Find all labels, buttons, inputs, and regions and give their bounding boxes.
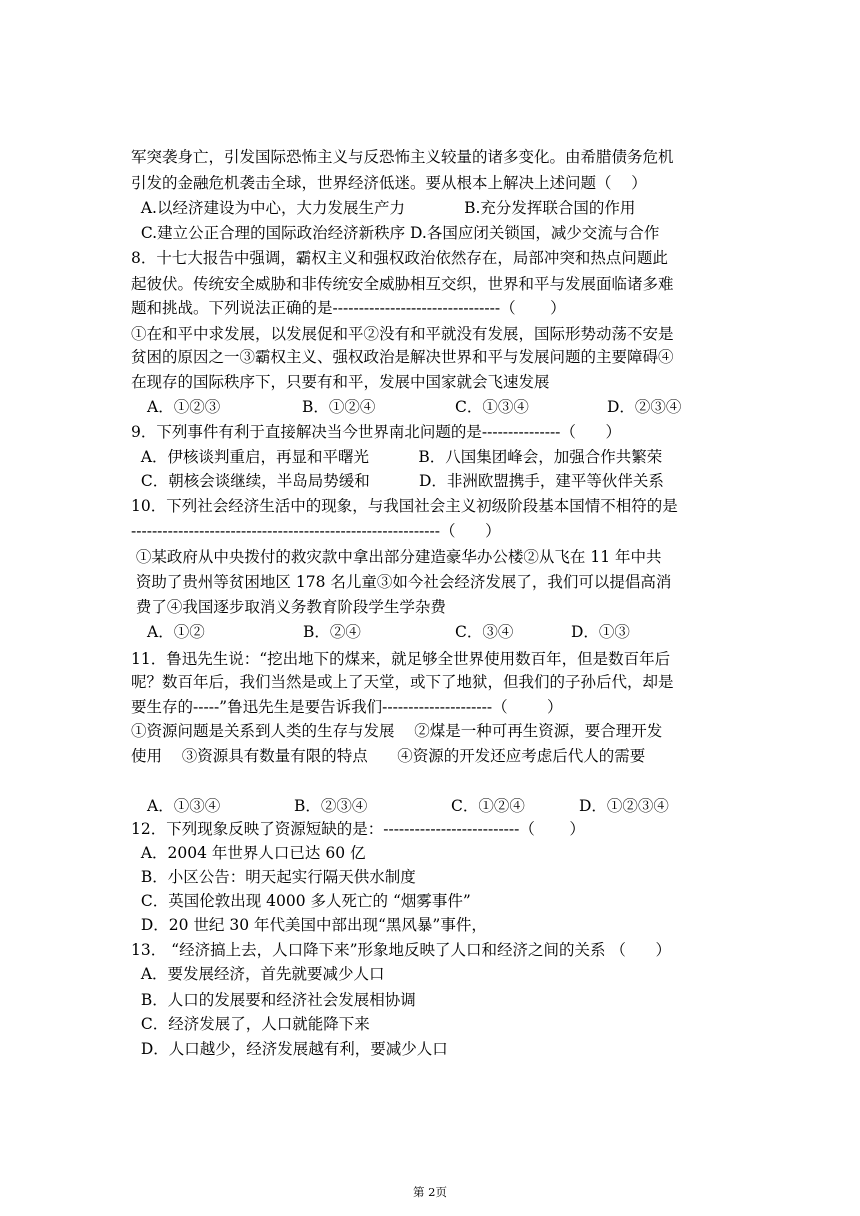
answer-option: B．②③④ [294,797,368,815]
answer-option: D．①③ [571,623,630,641]
text-line: 费了④我国逐步取消义务教育阶段学生学杂费 [131,598,446,616]
text-line: A．要发展经济，首先就要减少人口 [131,965,385,983]
text-line: 13． “经济搞上去，人口降下来”形象地反映了人口和经济之间的关系 （ ） [131,941,671,959]
text-line: 呢？数百年后，我们当然是或上了天堂，或下了地狱，但我们的子孙后代，却是 [131,673,674,691]
text-line: ①某政府从中央拨付的救灾款中拿出部分建造豪华办公楼②从飞在 11 年中共 [131,548,662,566]
text-line: 9．下列事件有利于直接解决当今世界南北问题的是---------------（ ） [131,423,621,441]
answer-option: D．①②③④ [579,797,669,815]
text-line: C.建立公正合理的国际政治经济新秩序 D.各国应闭关锁国，减少交流与合作 [131,224,660,242]
answer-option: D．②③④ [607,398,682,416]
text-line: B．人口的发展要和经济社会发展相协调 [131,991,416,1009]
page-footer: 第 2页 [413,1185,447,1199]
text-line: A．伊核谈判重启，再显和平曙光 B．八国集团峰会，加强合作共繁荣 [131,448,663,466]
text-line: 贫困的原因之一③霸权主义、强权政治是解决世界和平与发展问题的主要障碍④ [131,348,674,366]
text-line: D．20 世纪 30 年代美国中部出现“黑风暴”事件， [131,916,487,934]
text-line: 要生存的-----”鲁迅先生是要告诉我们---------------------（ ） [131,698,563,716]
text-line: A.以经济建设为中心，大力发展生产力 B.充分发挥联合国的作用 [131,199,636,217]
text-line: 起彼伏。传统安全威胁和非传统安全威胁相互交织，世界和平与发展面临诸多难 [131,275,674,293]
answer-option: C．①②④ [451,797,525,815]
text-line: 题和挑战。下列说法正确的是--------------------------------（ ） [131,299,566,317]
text-line: ①在和平中求发展，以发展促和平②没有和平就没有发展，国际形势动荡不安是 [131,325,674,343]
text-line: -----------------------------------------------------------（ ） [131,522,501,540]
answer-option: B．②④ [303,623,361,641]
text-line: 军突袭身亡，引发国际恐怖主义与反恐怖主义较量的诸多变化。由希腊债务危机 [131,148,674,166]
text-line: D．人口越少，经济发展越有利，要减少人口 [131,1040,448,1058]
answer-option: B．①②④ [302,398,376,416]
text-line: C．经济发展了，人口就能降下来 [131,1015,370,1033]
text-line: 8．十七大报告中强调，霸权主义和强权政治依然存在，局部冲突和热点问题此 [131,249,668,267]
text-line: B．小区公告：明天起实行隔天供水制度 [131,868,416,886]
answer-option: C．①③④ [455,398,529,416]
text-line: 在现存的国际秩序下，只要有和平，发展中国家就会飞速发展 [131,373,550,391]
text-line: C．朝核会谈继续，半岛局势缓和 D．非洲欧盟携手，建平等伙伴关系 [131,472,664,490]
answer-option: A．①③④ [147,797,221,815]
text-line: 引发的金融危机袭击全球，世界经济低迷。要从根本上解决上述问题（ ） [131,174,647,192]
text-line: 使用 ③资源具有数量有限的特点 ④资源的开发还应考虑后代人的需要 [131,747,646,765]
text-line: 10．下列社会经济生活中的现象，与我国社会主义初级阶段基本国情不相符的是 [131,497,678,515]
text-line: 12．下列现象反映了资源短缺的是：--------------------------（ ） [131,820,585,838]
answer-option: A．①②③ [147,398,221,416]
text-line: ①资源问题是关系到人类的生存与发展 ②煤是一种可再生资源，要合理开发 [131,722,663,740]
text-line: 11．鲁迅先生说：“挖出地下的煤来，就足够全世界使用数百年，但是数百年后 [131,650,671,668]
answer-option: C．③④ [455,623,514,641]
text-line: A．2004 年世界人口已达 60 亿 [131,844,366,862]
text-line: 资助了贵州等贫困地区 178 名儿童③如今社会经济发展了，我们可以提倡高消 [131,573,672,591]
answer-option: A．①② [147,623,205,641]
text-line: C．英国伦敦出现 4000 多人死亡的 “烟雾事件” [131,892,471,910]
